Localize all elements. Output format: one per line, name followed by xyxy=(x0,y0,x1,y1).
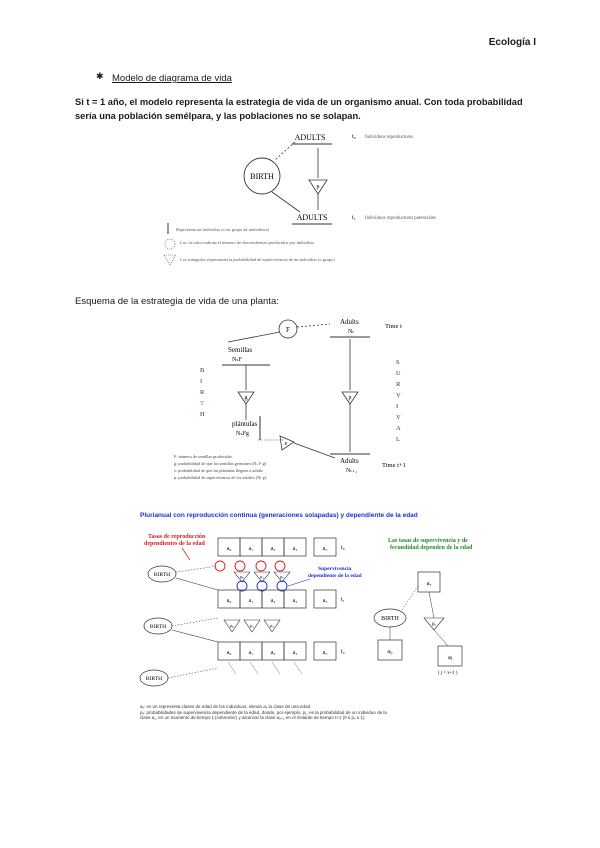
e-label: e xyxy=(284,441,288,447)
survival-vertical-label xyxy=(396,359,401,443)
age-class-notes xyxy=(140,704,470,721)
svg-text:aₓ: aₓ xyxy=(426,580,432,587)
adults-bottom-label: ADULTS xyxy=(296,213,328,222)
svg-text:I: I xyxy=(396,403,399,410)
f-to-seeds-line xyxy=(228,332,280,342)
f-to-adults-line xyxy=(297,324,330,327)
svg-text:t₂: t₂ xyxy=(341,649,345,655)
survival-rate-circles xyxy=(237,581,287,591)
reproduction-rate-circles xyxy=(215,561,285,571)
t0-note: Individuos reproductores xyxy=(365,135,414,140)
svg-text:a₀: a₀ xyxy=(226,598,232,604)
continuous-title: Plurianual con reproducción continua (generaciones solapadas) y dependiente de la edad xyxy=(140,512,418,519)
svg-text:S: S xyxy=(396,359,400,366)
svg-text:a₁: a₁ xyxy=(248,650,254,656)
svg-text:a₃: a₃ xyxy=(292,650,298,656)
green-label-1: Las tasas de supervivencia y de xyxy=(388,538,468,544)
svg-text:F: número de semillas producid: F: número de semillas producidas xyxy=(174,454,232,459)
blue-label-2: dependiente de la edad xyxy=(308,573,362,579)
svg-text:T: T xyxy=(200,400,204,407)
svg-text:I: I xyxy=(200,378,203,385)
birth-label-2: BIRTH xyxy=(149,624,167,630)
birth-to-adults-arrow xyxy=(272,192,300,212)
course-header: Ecología I xyxy=(488,37,536,48)
svg-text:U: U xyxy=(396,370,401,377)
svg-text:H: H xyxy=(200,411,205,418)
svg-text:A: A xyxy=(396,425,401,432)
seedlings-n: NₛFg xyxy=(236,431,249,437)
svg-text:R: R xyxy=(396,381,401,388)
svg-text:B: B xyxy=(200,367,205,374)
age-structured-diagram xyxy=(128,522,488,702)
red-label-1: Tasas de reproducción xyxy=(148,534,206,540)
green-label-2: fecundidad dependen de la edad xyxy=(390,545,473,551)
birth-label-1: BIRTH xyxy=(153,572,171,578)
section-title: Modelo de diagrama de vida xyxy=(112,73,232,84)
svg-text:p₁: p₁ xyxy=(260,574,264,579)
note-line-1: aₓ: es un representa clases de edad de los individuos, siendo aₓ la clase de una edad xyxy=(140,704,311,709)
f-label: F xyxy=(286,326,290,334)
svg-text:g: probabilidad de que las sem: g: probabilidad de que las semillas germinen (Nₛ F g) xyxy=(174,461,267,466)
fecundity-arrow xyxy=(275,142,295,160)
svg-text:V: V xyxy=(396,414,401,421)
svg-text:a₃: a₃ xyxy=(292,598,298,604)
adults-bottom: Adults xyxy=(340,457,359,465)
g-label: g xyxy=(244,395,248,401)
svg-text:t₁: t₁ xyxy=(341,597,345,603)
age-row-t2 xyxy=(218,642,345,660)
svg-text:t₀: t₀ xyxy=(341,545,345,551)
svg-text:aⱼ: aⱼ xyxy=(447,654,453,661)
legend-triangle-symbol xyxy=(164,255,176,265)
seedlings-label: plántulas xyxy=(232,420,258,428)
note-line-2: pₓ: probabilidades de supervivencia dependiente de la edad, donde, por ejemplo, p₁, es la probabilidad de un individuo de la xyxy=(140,709,387,715)
intro-paragraph: Si t = 1 año, el modelo representa la estrategia de vida de un organismo anual. Con toda probabilidad sería una población semélpara, y las poblaciones no se solapan. xyxy=(75,97,523,121)
legend-line-2: Los círculos indican el número de descendientes producidos por individuo xyxy=(180,240,314,245)
svg-text:a₀: a₀ xyxy=(387,648,393,655)
t1-label: t₁ xyxy=(352,215,356,221)
svg-text:R: R xyxy=(200,389,205,396)
svg-text:( j = x+1 ): ( j = x+1 ) xyxy=(438,671,458,676)
svg-text:a₂: a₂ xyxy=(270,650,276,656)
svg-text:aₓ: aₓ xyxy=(322,546,328,552)
time-t1-label: Time t+1 xyxy=(382,462,406,469)
adults-top: Adults xyxy=(340,318,359,326)
birth-label: BIRTH xyxy=(250,172,274,181)
legend-line-3: Los triángulos representan la probabilidad de supervivencia de un individuo (o grupo) xyxy=(180,257,335,262)
asterisk-bullet-icon: ✱ xyxy=(96,71,104,81)
legend-line-1: Representa un individuo (o un grupo de individuos) xyxy=(176,227,270,232)
svg-text:V: V xyxy=(396,392,401,399)
svg-text:p₀: p₀ xyxy=(240,574,244,579)
t0-label: t₀ xyxy=(352,134,356,140)
svg-text:aₓ: aₓ xyxy=(322,598,328,604)
svg-text:p₁: p₁ xyxy=(250,623,254,628)
svg-text:e: probabilidad de que las plá: e: probabilidad de que las plántulas lleguen a adulto xyxy=(174,468,264,473)
svg-text:a₁: a₁ xyxy=(248,598,254,604)
e-to-adults-line xyxy=(294,443,335,458)
svg-text:pₓ: pₓ xyxy=(432,622,436,627)
age-row-t0 xyxy=(218,538,345,556)
red-pointer xyxy=(182,548,190,560)
t1-note: Individuos reproductores potenciales xyxy=(365,216,436,221)
adults-bottom-n: Nₜ₊₁ xyxy=(346,468,358,474)
svg-text:a₀: a₀ xyxy=(226,650,232,656)
svg-text:a₁: a₁ xyxy=(248,546,254,552)
svg-text:L: L xyxy=(396,436,400,443)
red-label-2: dependientes de la edad xyxy=(144,541,205,547)
svg-text:p₂: p₂ xyxy=(270,623,274,628)
generic-age-class-diagram xyxy=(374,572,462,676)
svg-text:p₂: p₂ xyxy=(280,574,284,579)
adults-top-n: Nₜ xyxy=(348,329,355,335)
svg-text:BIRTH: BIRTH xyxy=(381,616,399,622)
svg-text:p: probabilidad de supervivenc: p: probabilidad de supervivencia de los adultos (Nₜ p) xyxy=(174,475,267,480)
age-row-t1 xyxy=(218,590,345,608)
adults-top-label: ADULTS xyxy=(294,133,326,142)
time-t-label: Time t xyxy=(385,323,402,330)
note-line-3: clase a₁, en un momento de tiempo tᵢ (sobrevivir) y alcanzar la clase aₓ₊₁ en el instante de tiempo t+1 (0 ≤ pₓ ≤ 1) xyxy=(140,715,365,720)
svg-text:a₃: a₃ xyxy=(292,546,298,552)
blue-label-1: Supervivencia xyxy=(318,566,352,572)
svg-text:aₓ: aₓ xyxy=(322,650,328,656)
birth-vertical-label xyxy=(200,367,205,418)
life-cycle-diagram-annual xyxy=(160,128,460,276)
svg-text:a₀: a₀ xyxy=(226,546,232,552)
p-label: p xyxy=(348,395,352,401)
svg-text:a₂: a₂ xyxy=(270,598,276,604)
seeds-n: NₛF xyxy=(232,357,242,363)
plant-life-cycle-diagram xyxy=(170,312,430,497)
svg-text:p₀: p₀ xyxy=(230,623,234,628)
plant-subtitle: Esquema de la estrategia de vida de una planta: xyxy=(75,296,279,307)
birth-label-3: BIRTH xyxy=(145,676,163,682)
svg-text:a₂: a₂ xyxy=(270,546,276,552)
seeds-label: Semillas xyxy=(228,346,253,354)
legend-circle-symbol xyxy=(165,239,175,249)
plant-notes xyxy=(174,454,267,480)
p-node-label: p xyxy=(316,184,320,190)
